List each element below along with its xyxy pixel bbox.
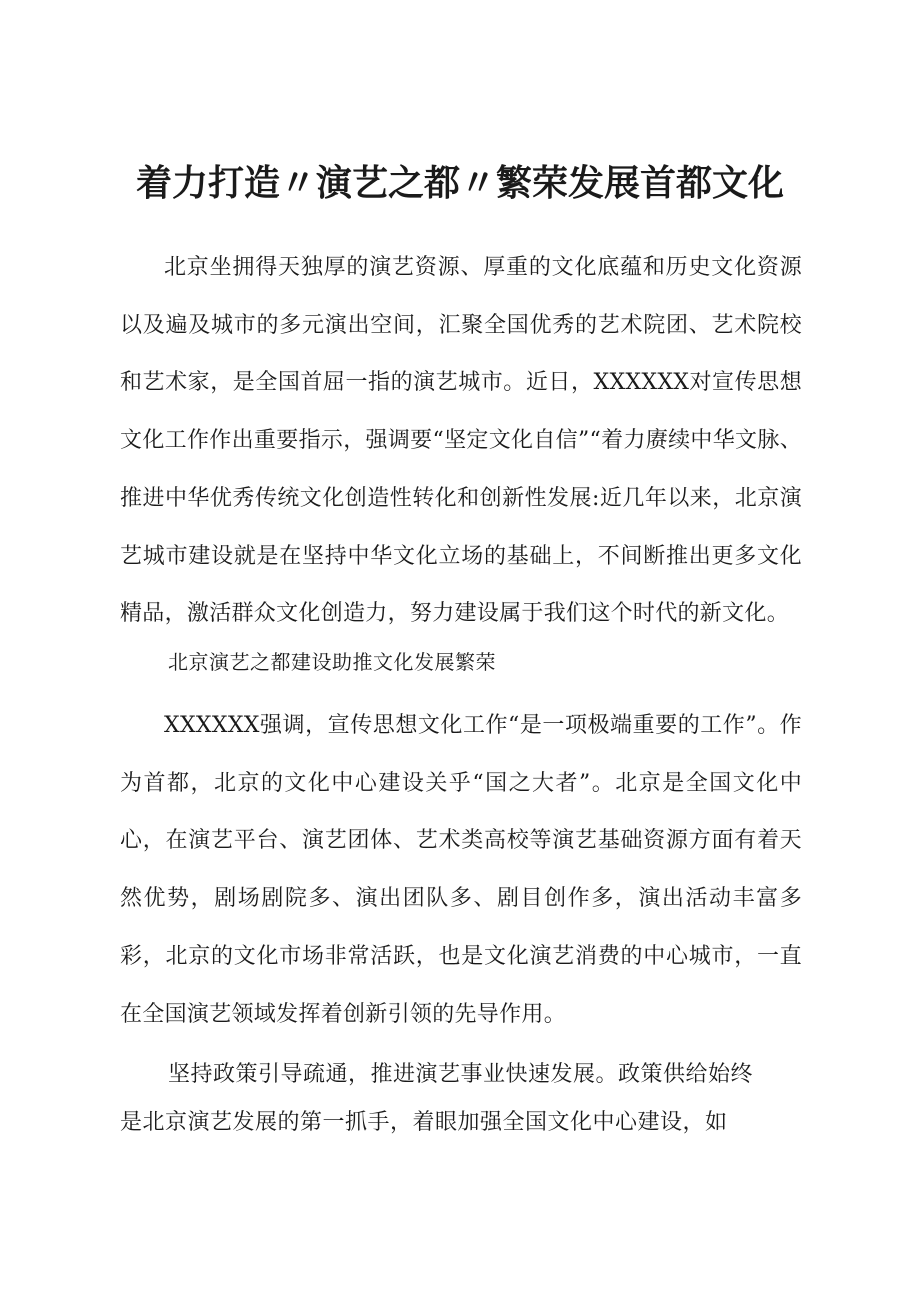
paragraph-emphasis: XXXXXX强调，宣传思想文化工作“是一项极端重要的工作”。作为首都，北京的文化中心建设关乎“国之大者”。北京是全国文化中心，在演艺平台、演艺团体、艺术类高校等演艺基础资源方面有着天然优势，剧场剧院多、演出团队多、剧目创作多，演出活动丰富多彩，北京的文化市场非常活跃，也是文化演艺消费的中心城市，一直在全国演艺领域发挥着创新引领的先导作用。 (120, 713, 802, 1027)
paragraph-policy-line-1: 坚持政策引导疏通，推进演艺事业快速发展。政策供给始终 (168, 1062, 754, 1087)
paragraph-policy-line-2: 是北京演艺发展的第一抓手，着眼加强全国文化中心建设，如 (120, 1110, 728, 1135)
document-title: 着力打造〃演艺之都〃繁荣发展首都文化 (135, 163, 784, 204)
section-heading: 北京演艺之都建设助推文化发展繁荣 (168, 650, 496, 674)
paragraph-intro: 北京坐拥得天独厚的演艺资源、厚重的文化底蕴和历史文化资源以及遍及城市的多元演出空间，汇聚全国优秀的艺术院团、艺术院校和艺术家，是全国首屈一指的演艺城市。近日，XXXXXX对宣传思想文化工作作出重要指示，强调要“坚定文化自信”“着力赓续中华文脉、推进中华优秀传统文化创造性转化和创新性发展:近几年以来，北京演艺城市建设就是在坚持中华文化立场的基础上，不间断推出更多文化精品，激活群众文化创造力，努力建设属于我们这个时代的新文化。 (120, 255, 802, 627)
